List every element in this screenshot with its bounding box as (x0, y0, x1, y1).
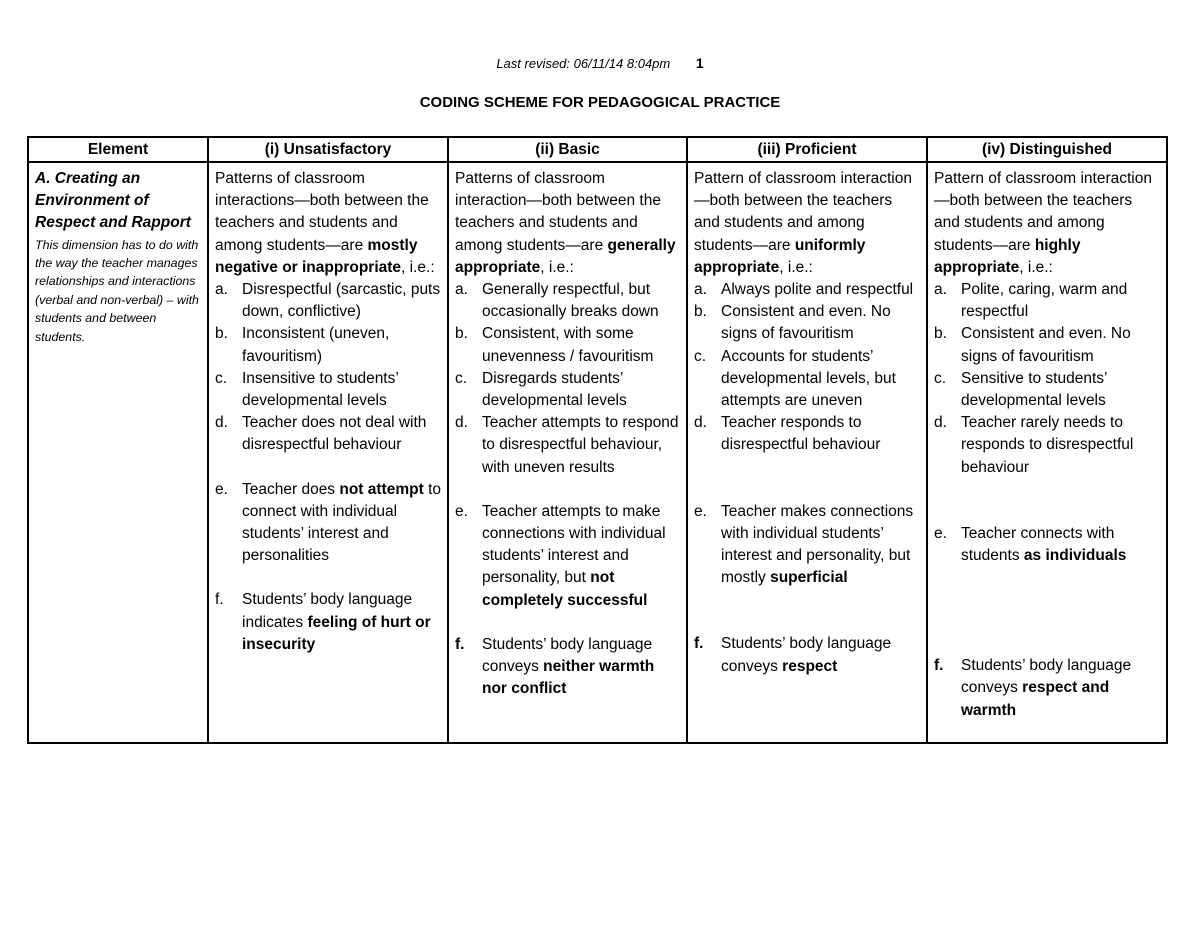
item-text: Teacher does not attempt to connect with individual students’ interest and personalities (242, 480, 441, 565)
item-label: c. (455, 369, 468, 387)
item-text: Consistent, with some unevenness / favouritism (482, 325, 654, 365)
item-text: Disrespectful (sarcastic, puts down, conflictive) (242, 281, 441, 321)
item-text: Teacher attempts to make connections with individual students’ interest and personality, but not completely successful (482, 502, 666, 609)
item-label: f. (215, 591, 224, 609)
list-item (455, 368, 680, 412)
item-label: e. (455, 502, 468, 520)
list-item (215, 279, 441, 323)
level-intro (694, 168, 920, 279)
item-text: Accounts for students’ developmental levels, but attempts are uneven (721, 347, 896, 410)
list-item (215, 589, 441, 656)
list-item (455, 412, 680, 479)
item-text: Students’ body language conveys neither warmth nor conflict (482, 635, 655, 698)
intro-end: , i.e.: (779, 258, 813, 276)
item-text: Sensitive to students’ developmental levels (961, 369, 1107, 410)
element-cell (28, 162, 208, 743)
level-intro (455, 168, 680, 279)
item-text: Polite, caring, warm and respectful (961, 281, 1128, 321)
item-text: Students’ body language indicates feeling of hurt or insecurity (242, 591, 431, 653)
item-text: Teacher rarely needs to responds to disrespectful behaviour (961, 414, 1134, 476)
list-item (934, 279, 1160, 323)
table-row (28, 162, 1167, 743)
item-text: Insensitive to students’ developmental levels (242, 369, 399, 410)
item-label: a. (934, 281, 947, 299)
list-item (694, 412, 920, 456)
level-cell-distinguished (927, 162, 1167, 743)
list-item (694, 633, 920, 677)
intro-emphasis: uniformly appropriate (694, 236, 866, 276)
list-item (694, 279, 920, 301)
list-item (694, 346, 920, 413)
item-text: Always polite and respectful (721, 281, 914, 299)
item-label: a. (694, 281, 707, 299)
item-text: Teacher connects with students as individuals (961, 524, 1127, 565)
list-item (455, 323, 680, 367)
document-title: CODING SCHEME FOR PEDAGOGICAL PRACTICE (419, 94, 781, 111)
list-item (215, 479, 441, 568)
item-label: e. (934, 524, 947, 542)
list-item (934, 323, 1160, 367)
intro-emphasis: mostly negative or inappropriate (215, 236, 418, 276)
list-item (934, 412, 1160, 479)
item-text: Inconsistent (uneven, favouritism) (242, 325, 390, 365)
column-header-basic: (ii) Basic (448, 137, 687, 162)
item-label: a. (215, 281, 228, 299)
column-header-proficient: (iii) Proficient (687, 137, 927, 162)
element-title: A. Creating an Environment of Respect and Rapport (35, 170, 191, 232)
list-item (934, 655, 1160, 722)
item-label: f. (934, 657, 944, 675)
page-header (0, 55, 1200, 71)
item-text: Students’ body language conveys respect (721, 635, 892, 675)
item-label: b. (694, 303, 707, 321)
item-text: Teacher responds to disrespectful behaviour (721, 414, 881, 454)
item-label: a. (455, 281, 468, 299)
last-revised-text: Last revised: 06/11/14 8:04pm (496, 56, 671, 71)
list-item (215, 323, 441, 367)
list-item (455, 279, 680, 323)
list-item (455, 634, 680, 701)
intro-emphasis: highly appropriate (934, 236, 1081, 276)
level-intro (215, 168, 441, 279)
item-label: d. (455, 414, 468, 432)
item-label: d. (215, 414, 228, 432)
item-label: d. (694, 414, 707, 432)
item-label: e. (215, 480, 228, 498)
intro-text: Patterns of classroom interaction—both between the teachers and students and among students—are (455, 170, 661, 254)
level-intro (934, 168, 1160, 279)
item-label: b. (215, 325, 228, 343)
element-description: This dimension has to do with the way the teacher manages relationships and interactions (verbal and non-verbal) – with students and between students. (35, 237, 199, 344)
coding-scheme-table (27, 136, 1168, 744)
item-label: c. (934, 369, 947, 387)
level-cell-basic (448, 162, 687, 743)
intro-text: Pattern of classroom interaction —both between the teachers and students and among students—are (694, 170, 912, 254)
item-text: Students’ body language conveys respect and warmth (961, 657, 1132, 719)
list-item (215, 368, 441, 412)
item-label: e. (694, 502, 707, 520)
level-cell-proficient (687, 162, 927, 743)
intro-end: , i.e.: (401, 258, 435, 276)
list-item (455, 501, 680, 612)
item-label: b. (455, 325, 468, 343)
item-text: Teacher attempts to respond to disrespectful behaviour, with uneven results (482, 414, 679, 476)
item-text: Teacher makes connections with individual students’ interest and personality, but mostly superficial (721, 502, 914, 587)
column-header-unsatisfactory: (i) Unsatisfactory (208, 137, 448, 162)
intro-end: , i.e.: (1019, 258, 1053, 276)
list-item (215, 412, 441, 456)
intro-emphasis: generally appropriate (455, 236, 676, 276)
level-cell-unsatisfactory (208, 162, 448, 743)
item-text: Generally respectful, but occasionally breaks down (482, 281, 659, 321)
table-header-row (28, 137, 1167, 162)
item-text: Teacher does not deal with disrespectful behaviour (242, 414, 427, 454)
item-text: Consistent and even. No signs of favouritism (721, 303, 891, 343)
list-item (694, 501, 920, 590)
item-label: f. (694, 635, 704, 653)
page-number: 1 (695, 55, 704, 71)
item-label: c. (694, 347, 707, 365)
item-text: Consistent and even. No signs of favouritism (961, 325, 1131, 365)
intro-text: Pattern of classroom interaction —both between the teachers and students and among students—are (934, 170, 1152, 254)
list-item (694, 301, 920, 345)
list-item (934, 523, 1160, 567)
list-item (934, 368, 1160, 412)
column-header-element: Element (28, 137, 208, 162)
item-label: b. (934, 325, 947, 343)
item-label: f. (455, 635, 465, 653)
item-label: d. (934, 414, 947, 432)
item-text: Disregards students’ developmental levels (482, 369, 627, 410)
intro-end: , i.e.: (540, 258, 574, 276)
column-header-distinguished: (iv) Distinguished (927, 137, 1167, 162)
intro-text: Patterns of classroom interactions—both between the teachers and students and among students—are (215, 170, 429, 254)
item-label: c. (215, 369, 228, 387)
